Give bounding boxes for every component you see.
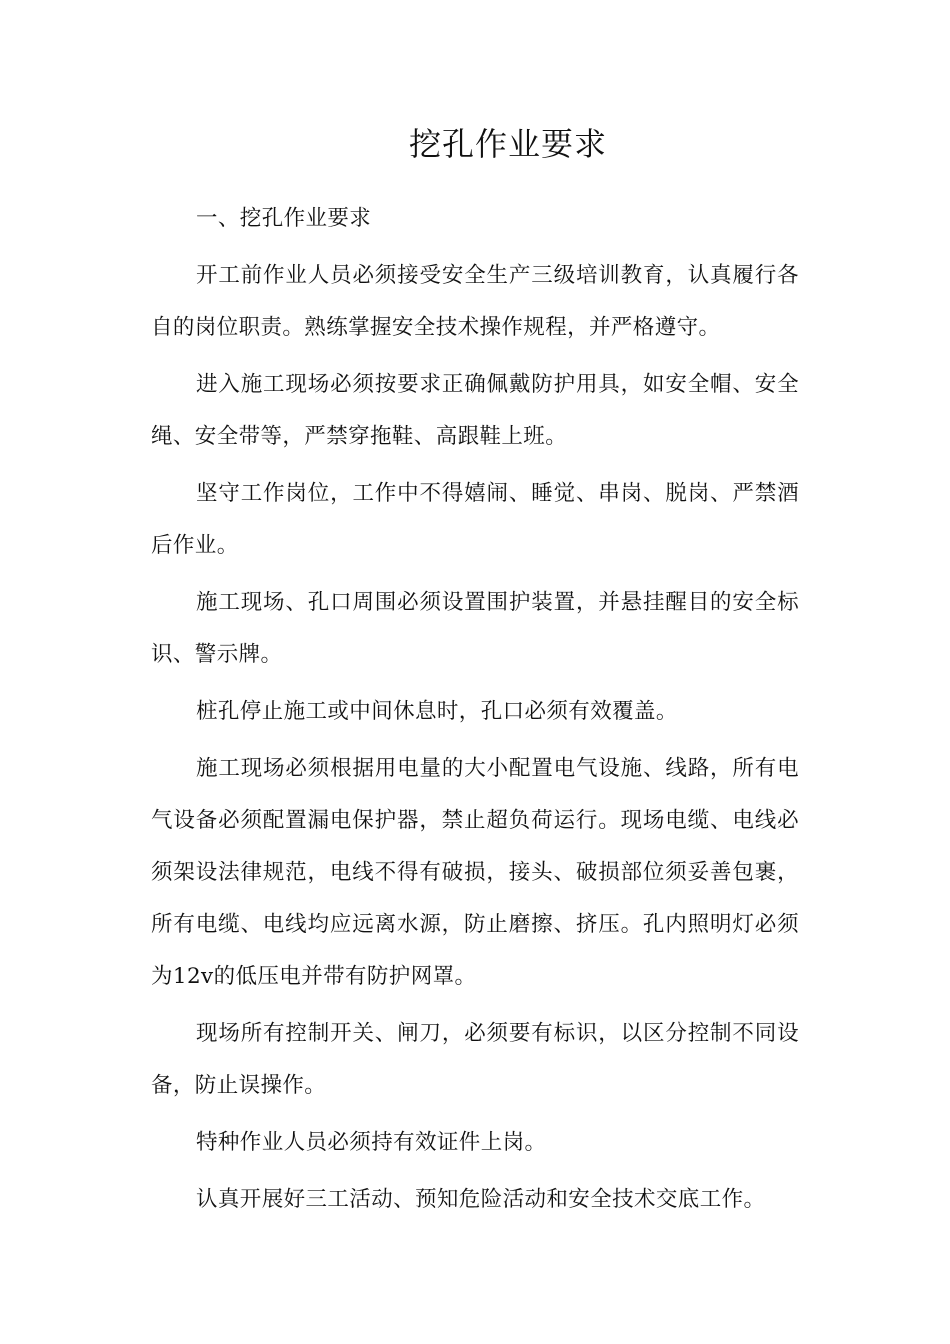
section-heading: 一、挖孔作业要求 — [196, 206, 372, 231]
paragraph-guard-signs: 施工现场、孔口周围必须设置围护装置，并悬挂醒目的安全标识、警示牌。 — [151, 590, 799, 667]
paragraph-protective-gear: 进入施工现场必须按要求正确佩戴防护用具，如安全帽、安全绳、安全带等，严禁穿拖鞋、高跟鞋上班。 — [151, 372, 799, 449]
document-title: 挖孔作业要求 — [408, 125, 607, 163]
paragraph-electrical: 施工现场必须根据用电量的大小配置电气设施、线路，所有电气设备必须配置漏电保护器，禁止超负荷运行。现场电缆、电线必须架设法律规范，电线不得有破损，接头、破损部位须妥善包裹，所有电缆、电线均应远离水源，防止磨擦、挤压。孔内照明灯必须为12v的低压电并带有防护网罩。 — [151, 756, 799, 989]
paragraph-safety-activities: 认真开展好三工活动、预知危险活动和安全技术交底工作。 — [196, 1187, 766, 1212]
paragraph-special-workers: 特种作业人员必须持有效证件上岗。 — [196, 1130, 547, 1155]
paragraph-training: 开工前作业人员必须接受安全生产三级培训教育，认真履行各自的岗位职责。熟练掌握安全技术操作规程，并严格遵守。 — [151, 263, 799, 340]
paragraph-cover-hole: 桩孔停止施工或中间休息时，孔口必须有效覆盖。 — [196, 699, 678, 724]
document-body — [151, 193, 799, 1231]
paragraph-stay-at-post: 坚守工作岗位，工作中不得嬉闹、睡觉、串岗、脱岗、严禁酒后作业。 — [151, 481, 799, 558]
paragraph-switch-labels: 现场所有控制开关、闸刀，必须要有标识，以区分控制不同设备，防止误操作。 — [151, 1021, 799, 1098]
